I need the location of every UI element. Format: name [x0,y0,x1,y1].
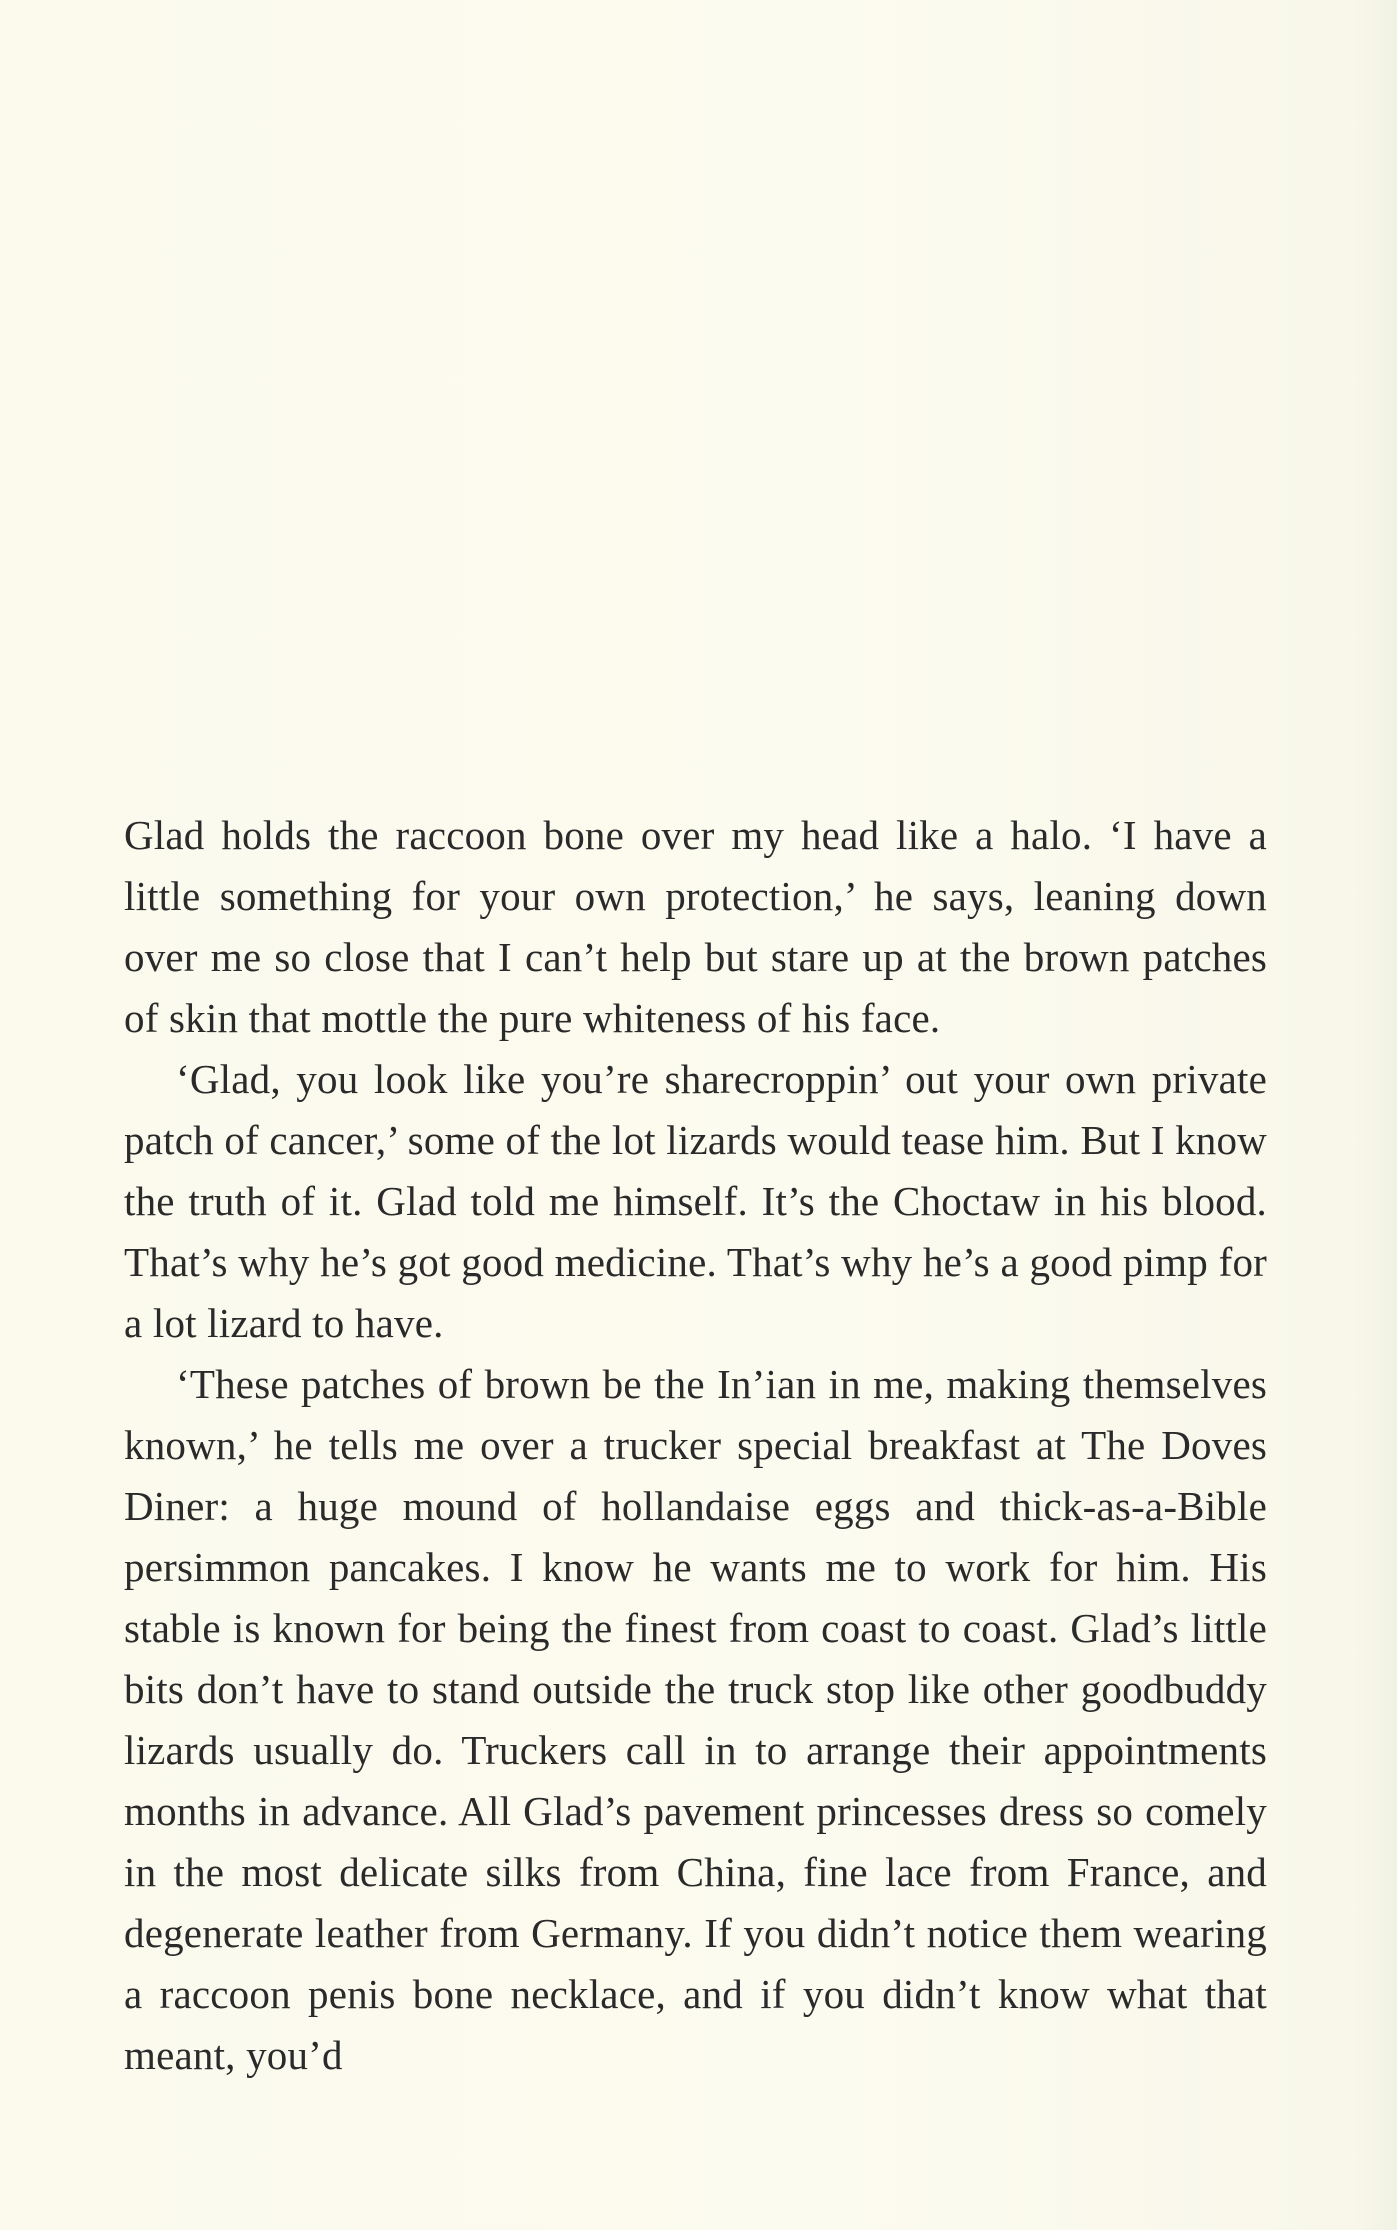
paragraph: ‘Glad, you look like you’re sharecroppin’ out your own private patch of cancer,’ some of the lot lizards would tease him. But I know the truth of it. Glad told me himself. It’s the Choctaw in his blood. That’s why he’s got good medicine. That’s why he’s a good pimp for a lot lizard to have. [124,1056,1267,1346]
paragraph: ‘These patches of brown be the In’ian in me, making themselves known,’ he tells me over a trucker special breakfast at The Doves Diner: a huge mound of hollandaise eggs and thick-as-a-Bible persimmon pancakes. I know he wants me to work for him. His stable is known for being the finest from coast to coast. Glad’s little bits don’t have to stand outside the truck stop like other goodbuddy lizards usually do. Truckers call in to arrange their appointments months in advance. All Glad’s pavement princesses dress so comely in the most delicate silks from China, fine lace from France, and degenerate leather from Germany. If you didn’t notice them wearing a raccoon penis bone necklace, and if you didn’t know what that meant, you’d [124,1361,1267,2078]
body-text [124,805,1267,2086]
paragraph: Glad holds the raccoon bone over my head like a halo. ‘I have a little something for your own protection,’ he says, leaning down over me so close that I can’t help but stare up at the brown patches of skin that mottle the pure whiteness of his face. [124,812,1267,1041]
